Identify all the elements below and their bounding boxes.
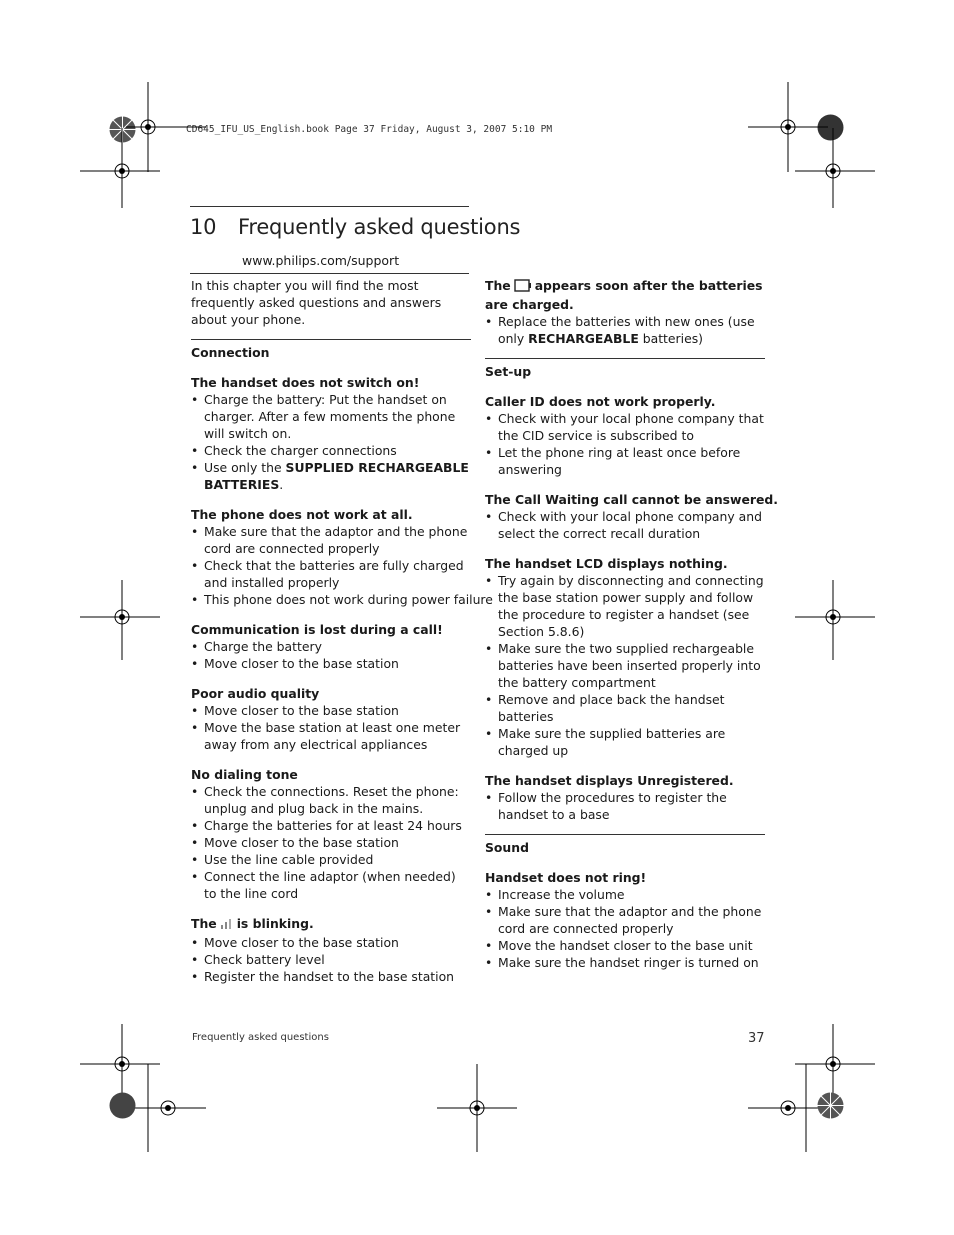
list-item: • Check with your local phone company that the CID service is subscribed to [485, 410, 765, 444]
faq-answer-list [191, 391, 471, 493]
faq-question: The handset displays Unregistered. [485, 773, 734, 788]
list-item: • Try again by disconnecting and connecting the base station power supply and follow the procedure to register a handset (see Section 5.8.6) [485, 572, 765, 640]
right-column [485, 276, 778, 971]
list-item: • Connect the line adaptor (when needed) to the line cord [191, 868, 471, 902]
faq-answer-list [191, 934, 471, 985]
section-label-connection: Connection [191, 345, 270, 360]
faq-question: Handset does not ring! [485, 870, 647, 885]
list-item: • Make sure the supplied batteries are charged up [485, 725, 765, 759]
faq-answer-list [485, 313, 765, 347]
faq-question [485, 276, 765, 313]
crosshair-mark-bottom-center [437, 1064, 517, 1152]
list-item: • Check with your local phone company and select the correct recall duration [485, 508, 765, 542]
crosshair-mark-top-left-2 [80, 128, 160, 208]
list-item: • Move the handset closer to the base unit [485, 937, 765, 954]
list-item [191, 459, 471, 493]
faq-answer-list [485, 410, 765, 478]
registration-mark-bottom-left [100, 1083, 145, 1128]
chapter-bottom-rule [190, 273, 469, 274]
support-url: www.philips.com/support [242, 253, 400, 268]
list-item: • This phone does not work during power failure [191, 591, 471, 608]
faq-answer-list [191, 702, 471, 753]
left-column [191, 276, 493, 985]
list-item: • Make sure that the adaptor and the phone cord are connected properly [191, 523, 471, 557]
list-item: • Charge the battery [191, 638, 471, 655]
list-item: • Remove and place back the handset batteries [485, 691, 765, 725]
list-item: • Charge the battery: Put the handset on charger. After a few moments the phone will switch on. [191, 391, 471, 442]
list-item: • Move closer to the base station [191, 834, 471, 851]
crosshair-mark-mid-left [80, 580, 160, 660]
faq-question: Communication is lost during a call! [191, 622, 443, 637]
item-text: Replace the batteries with new ones (use only [498, 314, 755, 346]
crosshair-mark-mid-right [795, 580, 875, 660]
item-text: Use only the [204, 460, 286, 475]
list-item: • Check battery level [191, 951, 471, 968]
chapter-top-rule [190, 206, 469, 207]
list-item: • Make sure that the adaptor and the phone cord are connected properly [485, 903, 765, 937]
item-text: . [279, 477, 284, 492]
question-text: The [191, 916, 217, 931]
list-item: • Make sure the handset ringer is turned on [485, 954, 765, 971]
faq-answer-list [191, 523, 493, 608]
question-text: is blinking. [236, 916, 314, 931]
section-label-sound: Sound [485, 840, 529, 855]
item-text: batteries) [638, 331, 703, 346]
list-item: • Move the base station at least one meter away from any electrical appliances [191, 719, 471, 753]
chapter-title: Frequently asked questions [238, 215, 521, 239]
footer-section-title: Frequently asked questions [192, 1032, 329, 1043]
faq-answer-list [485, 789, 765, 823]
list-item: • Move closer to the base station [191, 702, 471, 719]
intro-text: In this chapter you will find the most frequently asked questions and answers about your phone. [191, 278, 442, 327]
faq-answer-list [485, 572, 765, 759]
item-emphasis: RECHARGEABLE [528, 331, 639, 346]
chapter-number: 10 [190, 215, 217, 239]
faq-question: Poor audio quality [191, 686, 320, 701]
list-item: • Make sure the two supplied rechargeable batteries have been inserted properly into the battery compartment [485, 640, 765, 691]
section-label-setup: Set-up [485, 364, 532, 379]
faq-question: The phone does not work at all. [191, 507, 413, 522]
faq-question [191, 915, 471, 934]
faq-answer-list [191, 783, 471, 902]
list-item: • Move closer to the base station [191, 655, 471, 672]
list-item: • Charge the batteries for at least 24 hours [191, 817, 471, 834]
list-item [485, 313, 765, 347]
faq-answer-list [485, 508, 765, 542]
list-item: • Increase the volume [485, 886, 765, 903]
faq-question: The Call Waiting call cannot be answered. [485, 492, 778, 507]
print-slug: CD645_IFU_US_English.book Page 37 Friday, August 3, 2007 5:10 PM [186, 124, 553, 135]
signal-bars-icon [220, 916, 234, 934]
list-item: • Register the handset to the base station [191, 968, 471, 985]
faq-answer-list [191, 638, 471, 672]
question-text: appears soon after the batteries are charged. [485, 278, 763, 312]
question-text: The [485, 278, 511, 293]
battery-icon [514, 279, 532, 296]
faq-answer-list [485, 886, 765, 971]
page-number: 37 [748, 1031, 765, 1046]
list-item: • Follow the procedures to register the handset to a base [485, 789, 765, 823]
registration-mark-bottom-right [808, 1083, 853, 1128]
list-item: • Move closer to the base station [191, 934, 471, 951]
item-emphasis: SUPPLIED RECHARGEABLE BATTERIES [204, 460, 469, 492]
chapter-heading [190, 215, 520, 239]
faq-question: The handset LCD displays nothing. [485, 556, 728, 571]
list-item: • Use the line cable provided [191, 851, 471, 868]
list-item: • Check that the batteries are fully charged and installed properly [191, 557, 471, 591]
faq-question: Caller ID does not work properly. [485, 394, 716, 409]
list-item: • Let the phone ring at least once before answering [485, 444, 765, 478]
faq-question: The handset does not switch on! [191, 375, 420, 390]
list-item: • Check the connections. Reset the phone: unplug and plug back in the mains. [191, 783, 471, 817]
list-item: • Check the charger connections [191, 442, 471, 459]
faq-question: No dialing tone [191, 767, 298, 782]
crosshair-mark-top-right-2 [795, 128, 875, 208]
